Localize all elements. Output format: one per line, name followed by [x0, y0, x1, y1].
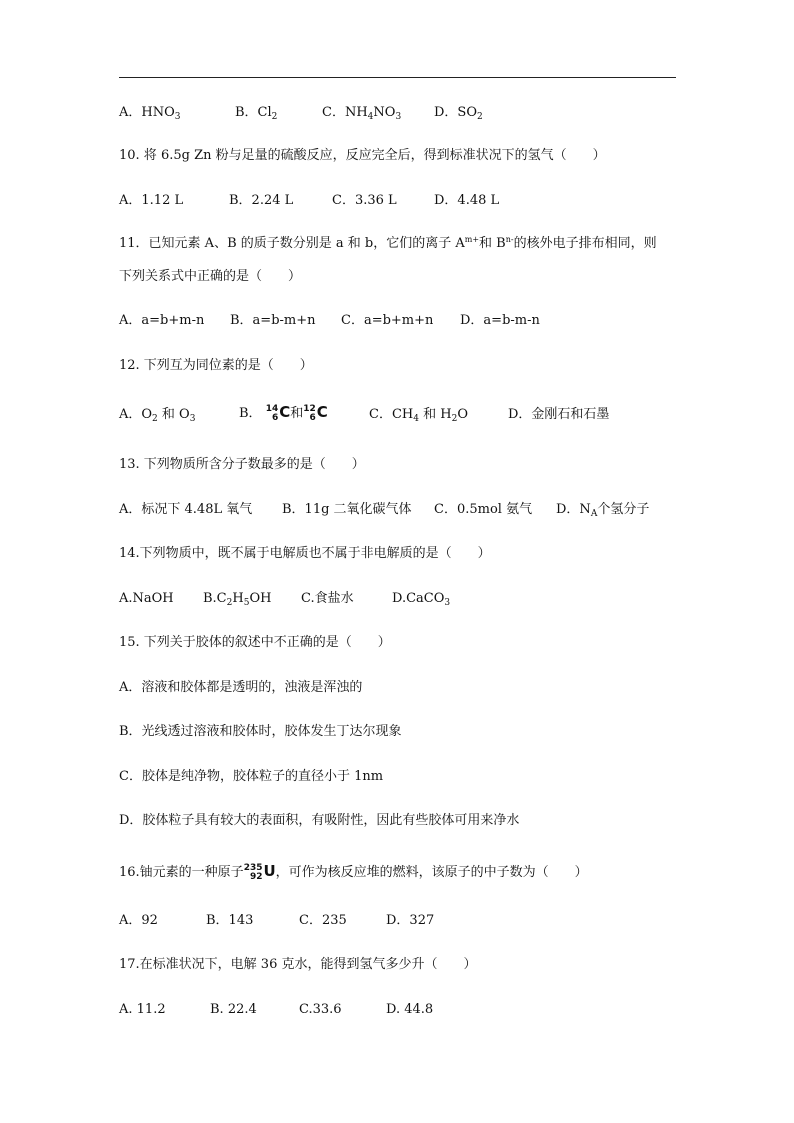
q15-option-d: D．胶体粒子具有较大的表面积，有吸附性，因此有些胶体可用来净水 [119, 813, 520, 828]
q16-option-c: C．235 [299, 913, 347, 928]
q15-option-c: C．胶体是纯净物，胶体粒子的直径小于 1nm [119, 769, 384, 784]
q10-option-b: B．2.24 L [229, 193, 294, 208]
q16-option-b: B．143 [206, 913, 254, 928]
q12-stem: 12. 下列互为同位素的是（ ） [119, 358, 313, 373]
q12-option-b: B． 14 6 C和 12 6 C [239, 403, 328, 423]
q10-option-c: C．3.36 L [332, 193, 397, 208]
q11-stem-line2: 下列关系式中正确的是（ ） [119, 269, 302, 284]
q17-option-d: D. 44.8 [386, 1002, 434, 1017]
q11-option-d: D．a=b-m-n [460, 313, 540, 328]
q11-option-b: B．a=b-m+n [230, 313, 316, 328]
q17-option-a: A. 11.2 [119, 1002, 166, 1017]
q10-option-d: D．4.48 L [434, 193, 500, 208]
q15-stem: 15. 下列关于胶体的叙述中不正确的是（ ） [119, 635, 391, 650]
q15-option-a: A．溶液和胶体都是透明的，浊液是浑浊的 [119, 680, 363, 695]
q13-stem: 13. 下列物质所含分子数最多的是（ ） [119, 457, 365, 472]
uranium-235-symbol: 235 92 U [243, 862, 276, 882]
q13-option-a: A．标况下 4.48L 氧气 [119, 502, 253, 517]
q17-option-b: B. 22.4 [210, 1002, 257, 1017]
q14-option-b: $B.C_2H_5OH$ [203, 591, 272, 608]
q9-option-a: A．$HNO_3$ [119, 105, 181, 122]
q13-option-b: B．11g 二氧化碳气体 [282, 502, 412, 517]
q9-option-c: C．$NH_4NO_3$ [322, 105, 402, 122]
carbon-14-symbol: 14 6 C [265, 403, 291, 423]
q10-stem: 10. 将 6.5g Zn 粉与足量的硫酸反应，反应完全后，得到标准状况下的氢气（ ） [119, 148, 606, 163]
q10-option-a: A．1.12 L [119, 193, 184, 208]
q16-option-d: D．327 [386, 913, 435, 928]
q9-option-b: B．$Cl_2$ [235, 105, 278, 122]
q11-stem-line1: 11．已知元素 A、B 的质子数分别是 a 和 b，它们的离子 $A^{m+}$和 $B^{n-}$的核外电子排布相同，则 [119, 235, 657, 251]
q15-option-b: B．光线透过溶液和胶体时，胶体发生丁达尔现象 [119, 724, 402, 739]
q11-option-c: C．a=b+m+n [341, 313, 434, 328]
q12-option-c: C．$CH_4$ 和 $H_2O$ [369, 407, 468, 424]
q13-option-c: C．0.5mol 氨气 [434, 502, 533, 517]
q16-stem: 16.铀元素的一种原子 235 92 U，可作为核反应堆的燃料，该原子的中子数为（ ） [119, 862, 588, 882]
q12-option-d: D．金刚石和石墨 [508, 407, 610, 422]
q9-option-d: D．$SO_2$ [434, 105, 483, 122]
q17-stem: 17.在标准状况下，电解 36 克水，能得到氢气多少升（ ） [119, 957, 477, 972]
header-rule [119, 77, 676, 78]
q13-option-d: D．$N_A$个氢分子 [556, 502, 650, 519]
q14-option-d: D.CaCO$_3$ [392, 591, 451, 608]
q12-option-a: A．$O_2$ 和 $O_3$ [119, 407, 196, 424]
q16-option-a: A．92 [119, 913, 158, 928]
q17-option-c: C.33.6 [299, 1002, 342, 1017]
carbon-12-symbol: 12 6 C [303, 403, 328, 423]
q11-option-a: A．a=b+m-n [119, 313, 205, 328]
q14-option-a: A.NaOH [119, 591, 174, 606]
q14-stem: 14.下列物质中，既不属于电解质也不属于非电解质的是（ ） [119, 546, 491, 561]
q14-option-c: C.食盐水 [301, 591, 354, 606]
